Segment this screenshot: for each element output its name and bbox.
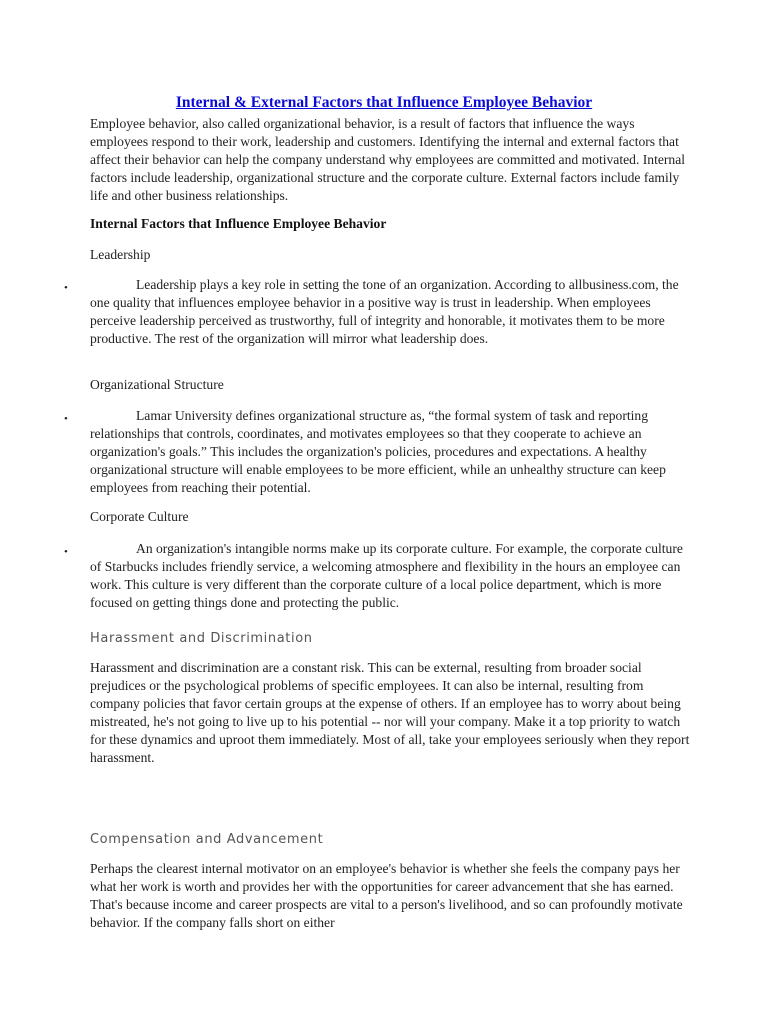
corporate-culture-paragraph — [90, 540, 690, 612]
corporate-culture-text: An organization's intangible norms make up its corporate culture. For example, the corporate culture of Starbucks includes friendly service, a welcoming atmosphere and flexibility in the hours an employee can work. This culture is very different than the corporate culture of a local police department, which is more focused on getting things done and protecting the public. — [90, 541, 683, 610]
harassment-heading: Harassment and Discrimination — [90, 631, 313, 646]
bullet-marker: • — [64, 282, 68, 294]
leadership-paragraph — [90, 276, 690, 348]
internal-factors-heading: Internal Factors that Influence Employee Behavior — [90, 216, 387, 231]
corporate-culture-heading: Corporate Culture — [90, 509, 189, 524]
leadership-heading: Leadership — [90, 247, 151, 262]
org-structure-heading: Organizational Structure — [90, 377, 224, 392]
leadership-text: Leadership plays a key role in setting the tone of an organization. According to allbusiness.com, the one quality that influences employee behavior in a positive way is trust in leadership. When employees perceive leadership perceived as trustworthy, full of integrity and honorable, it motivates them to be more productive. The rest of the organization will mirror what leadership does. — [90, 277, 679, 346]
org-structure-text: Lamar University defines organizational structure as, “the formal system of task and reporting relationships that controls, coordinates, and motivates employees so that they cooperate to achieve an organization's goals.” This includes the organization's policies, procedures and expectations. A healthy organizational structure will enable employees to be more efficient, while an unhealthy structure can keep employees from reaching their potential. — [90, 408, 666, 495]
bullet-marker: • — [64, 413, 68, 425]
org-structure-paragraph — [90, 407, 690, 497]
compensation-heading: Compensation and Advancement — [90, 832, 324, 847]
bullet-marker: • — [64, 546, 68, 558]
document-title[interactable]: Internal & External Factors that Influence Employee Behavior — [175, 94, 593, 111]
intro-paragraph: Employee behavior, also called organizational behavior, is a result of factors that influence the ways employees respond to their work, leadership and customers. Identifying the internal and external factors that affect their behavior can help the company understand why employees are committed and motivated. Internal factors include leadership, organizational structure and the corporate culture. External factors include family life and other business relationships. — [90, 116, 686, 203]
harassment-paragraph: Harassment and discrimination are a constant risk. This can be external, resulting from broader social prejudices or the psychological problems of specific employees. It can also be internal, resulting from company policies that favor certain groups at the expense of others. If an employee has to worry about being mistreated, he's not going to live up to his potential -- nor will your company. Make it a top priority to watch for these dynamics and uproot them immediately. Most of all, take your employees seriously when they report harassment. — [90, 660, 690, 765]
compensation-paragraph: Perhaps the clearest internal motivator on an employee's behavior is whether she feels the company pays her what her work is worth and provides her with the opportunities for career advancement that she has earned. That's because income and career prospects are vital to a person's livelihood, and so can profoundly motivate behavior. If the company falls short on either — [90, 861, 683, 930]
